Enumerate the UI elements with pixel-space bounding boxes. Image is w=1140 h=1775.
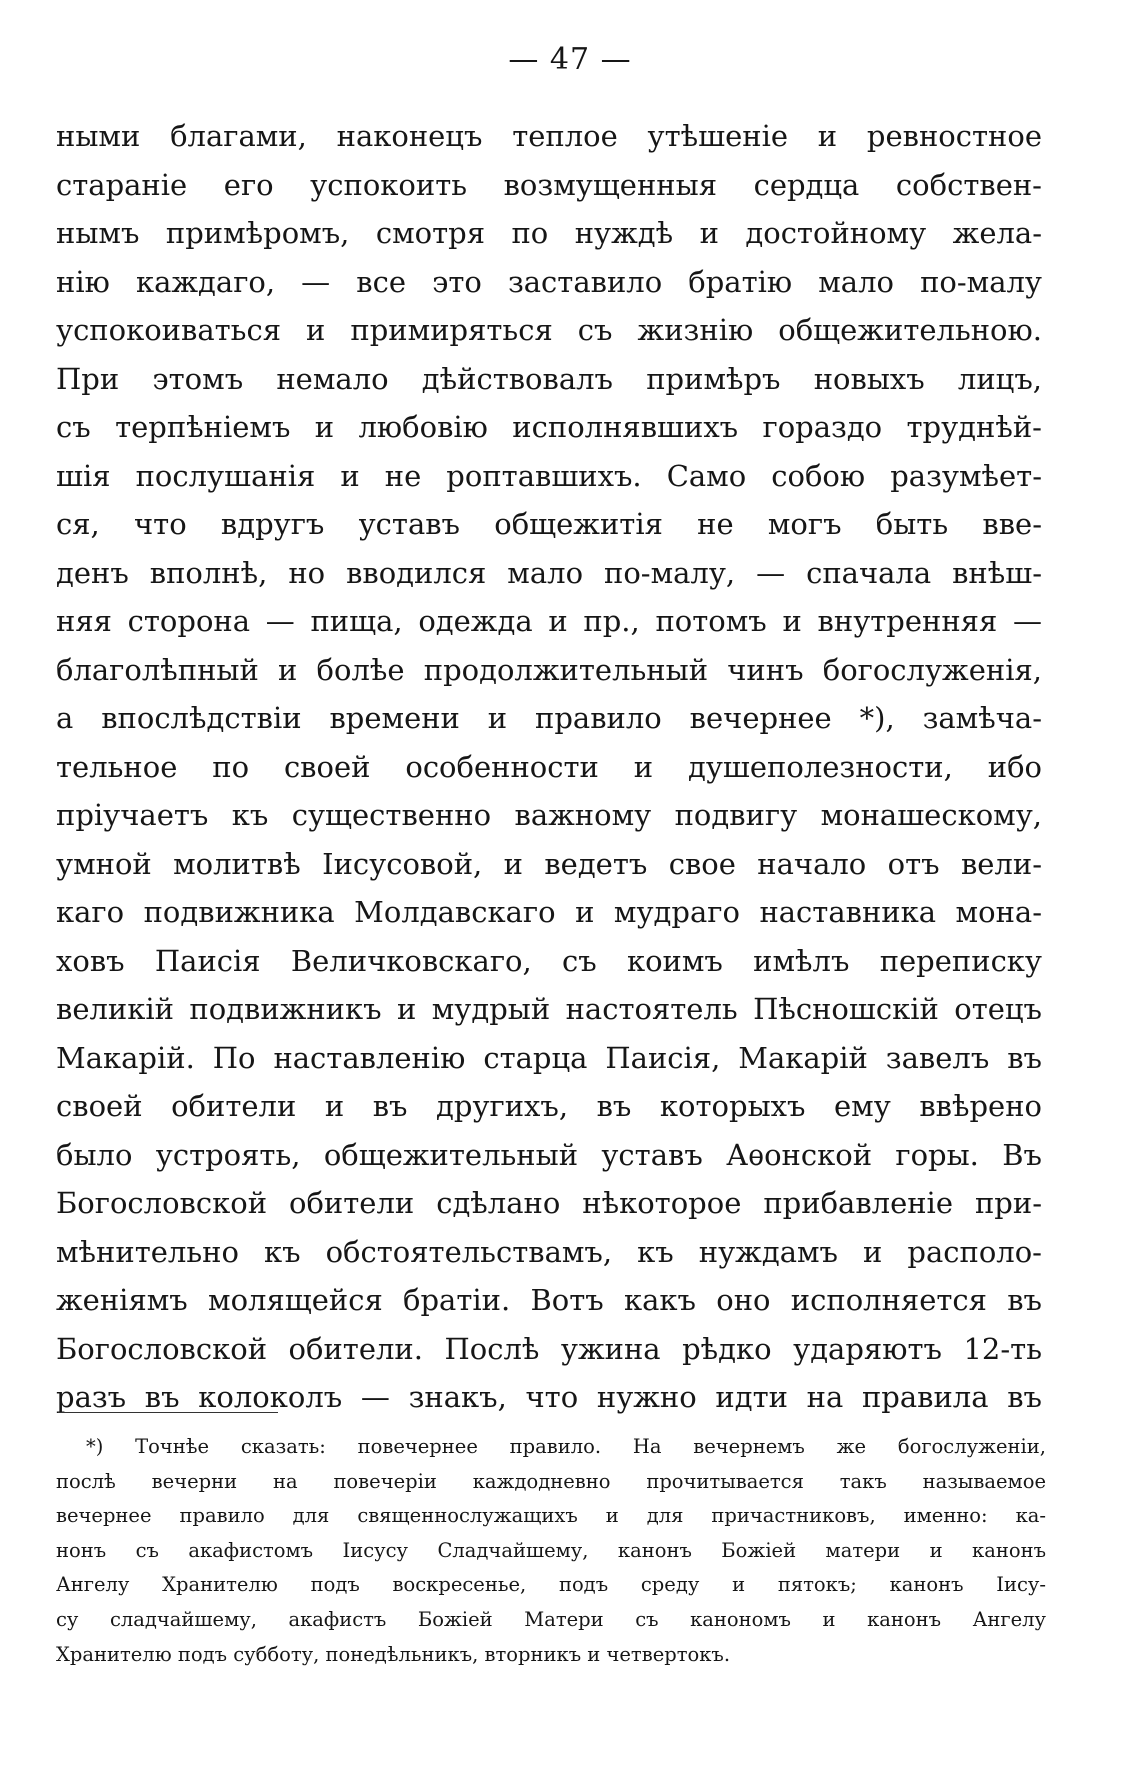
body-line: успокоиваться и примиряться съ жизнію общежительною. bbox=[56, 313, 1042, 347]
body-line: женіямъ молящейся братіи. Вотъ какъ оно исполняется въ bbox=[56, 1283, 1042, 1317]
footnote-line: Хранителю подъ субботу, понедѣльникъ, вторникъ и четвертокъ. bbox=[56, 1642, 731, 1666]
body-line: а впослѣдствіи времени и правило вечернее *), замѣча- bbox=[56, 701, 1042, 735]
footnote-line: нонъ съ акафистомъ Іисусу Сладчайшему, канонъ Божіей матери и канонъ bbox=[56, 1538, 1046, 1562]
body-line: шія послушанія и не роптавшихъ. Само собою разумѣет- bbox=[56, 458, 1042, 493]
body-line: великій подвижникъ и мудрый настоятель Пѣсношскій отецъ bbox=[56, 992, 1042, 1026]
body-line: нымъ примѣромъ, смотря по нуждѣ и достойному желa- bbox=[56, 216, 1042, 250]
body-line: мѣнительно къ обстоятельствамъ, къ нуждамъ и располо- bbox=[56, 1234, 1042, 1269]
body-line: ными благами, наконецъ теплое утѣшеніе и ревностное bbox=[56, 119, 1042, 153]
body-line: было устроять, общежительный уставъ Аѳонской горы. Въ bbox=[56, 1137, 1042, 1172]
body-line: ся, что вдругъ уставъ общежитія не могъ быть вве- bbox=[56, 507, 1042, 541]
footnote-divider bbox=[58, 1412, 278, 1413]
footnote-line: послѣ вечерни на повечеріи каждодневно прочитывается такъ называемое bbox=[56, 1469, 1046, 1493]
body-line: съ терпѣніемъ и любовію исполнявшихъ гораздо труднѣй- bbox=[56, 410, 1042, 444]
footnote-line: Ангелу Хранителю подъ воскресенье, подъ среду и пятокъ; канонъ Іису- bbox=[56, 1573, 1046, 1597]
body-line: каго подвижника Молдавскаго и мудраго наставника мона- bbox=[56, 895, 1042, 929]
body-line: нію каждаго, — все это заставило братію мало по-малу bbox=[56, 264, 1042, 299]
body-line: умной молитвѣ Іисусовой, и ведетъ свое начало отъ вели- bbox=[56, 846, 1042, 881]
footnote-line: су сладчайшему, акафистъ Божіей Матери съ канономъ и канонъ Ангелу bbox=[56, 1607, 1046, 1631]
footnote bbox=[56, 1430, 1046, 1672]
body-line: стараніе его успокоить возмущенныя сердца собствен- bbox=[56, 167, 1042, 202]
body-line: благолѣпный и болѣе продолжительный чинъ богослуженія, bbox=[56, 652, 1042, 687]
body-line: разъ въ колоколъ — знакъ, что нужно идти на правила въ bbox=[56, 1380, 1042, 1414]
body-line: тельное по своей особенности и душеполезности, ибо bbox=[56, 749, 1042, 784]
body-line: При этомъ немало дѣйствовалъ примѣръ новыхъ лицъ, bbox=[56, 361, 1042, 396]
body-line: Богословской обители. Послѣ ужина рѣдко ударяютъ 12-ть bbox=[56, 1331, 1042, 1366]
body-line: денъ вполнѣ, но вводился мало по-малу, — спачала внѣш- bbox=[56, 555, 1042, 590]
body-line: няя сторона — пища, одежда и пр., потомъ и внутренняя — bbox=[56, 604, 1042, 638]
body-line: Богословской обители сдѣлано нѣкоторое прибавленіе при- bbox=[56, 1186, 1042, 1220]
footnote-line: *) Точнѣе сказать: повечернее правило. На вечернемъ же богослуженіи, bbox=[86, 1435, 1046, 1458]
footnote-line: вечернее правило для священнослужащихъ и для причастниковъ, именно: ка- bbox=[56, 1504, 1046, 1528]
body-text bbox=[56, 112, 1042, 1422]
body-line: Макарій. По наставленію старца Паисія, Макарій завелъ въ bbox=[56, 1040, 1042, 1075]
body-line: пріучаетъ къ существенно важному подвигу монашескому, bbox=[56, 798, 1042, 832]
body-line: ховъ Паисія Величковскаго, съ коимъ имѣлъ переписку bbox=[56, 943, 1042, 978]
body-line: своей обители и въ другихъ, въ которыхъ ему ввѣрено bbox=[56, 1089, 1042, 1123]
page-number: — 47 — bbox=[508, 42, 632, 77]
